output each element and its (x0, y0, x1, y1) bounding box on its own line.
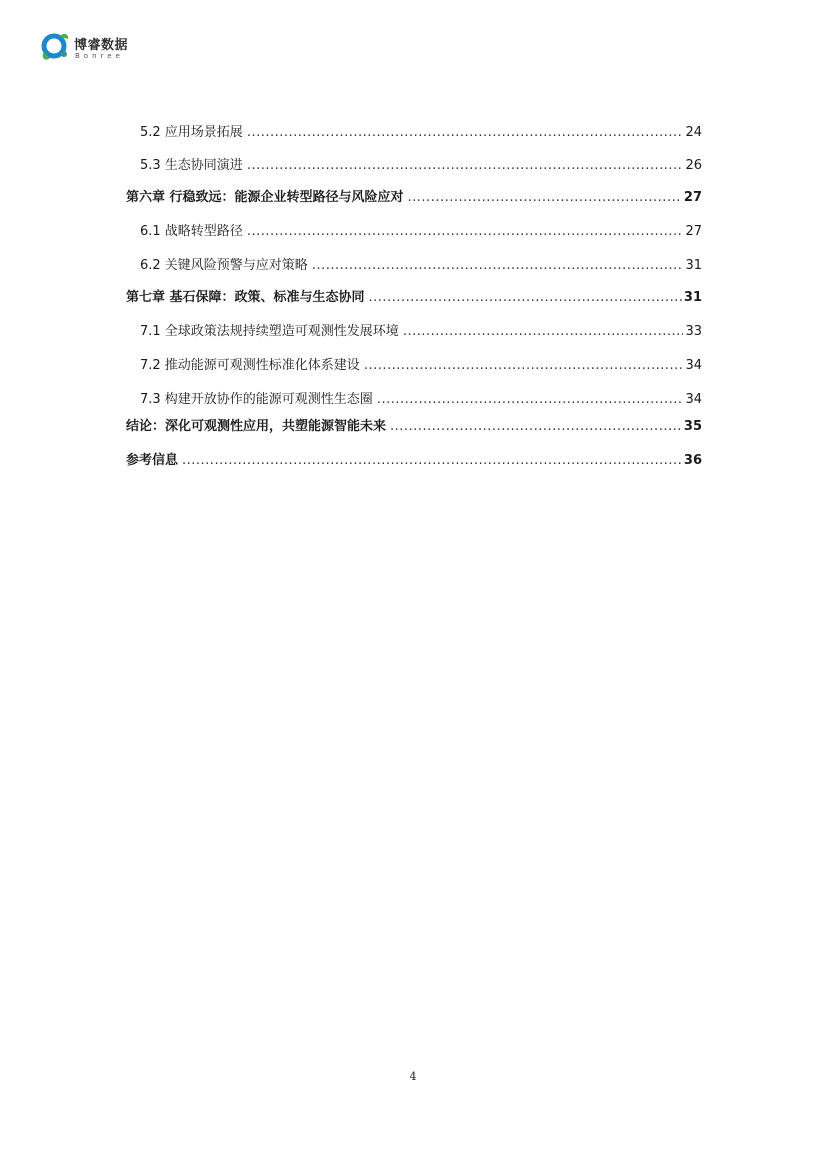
page-number: 4 (409, 1070, 417, 1083)
logo-title: 博睿数据 (74, 38, 129, 53)
toc-leader-dots (403, 322, 684, 342)
toc-entry-references[interactable] (126, 451, 702, 471)
toc-entry-title: 5.2 应用场景拓展 (140, 125, 243, 140)
toc-entry-chapter-6[interactable] (126, 188, 702, 208)
bonree-logo-icon (38, 30, 74, 64)
toc-entry-title: 5.3 生态协同演进 (140, 158, 243, 173)
toc-leader-dots (247, 123, 684, 143)
bonree-logo (38, 30, 148, 64)
toc-entry-page: 33 (685, 324, 702, 339)
toc-leader-dots (364, 356, 684, 376)
toc-entry-page: 24 (685, 125, 702, 140)
toc-entry-7-2[interactable] (140, 356, 702, 376)
toc-entry-7-3[interactable] (140, 390, 702, 410)
toc-entry-title: 第七章 基石保障：政策、标准与生态协同 (126, 290, 365, 305)
toc-entry-page: 34 (685, 392, 702, 407)
toc-leader-dots (408, 188, 682, 208)
toc-entry-title: 参考信息 (126, 453, 179, 468)
toc-entry-title: 7.1 全球政策法规持续塑造可观测性发展环境 (140, 324, 399, 339)
toc-entry-page: 35 (683, 419, 702, 434)
toc-leader-dots (377, 390, 684, 410)
toc-leader-dots (247, 222, 684, 242)
toc-entry-6-1[interactable] (140, 222, 702, 242)
toc-entry-page: 27 (683, 190, 702, 205)
toc-entry-page: 27 (685, 224, 702, 239)
toc-entry-7-1[interactable] (140, 322, 702, 342)
toc-entry-page: 26 (685, 158, 702, 173)
toc-leader-dots (182, 451, 682, 471)
toc-leader-dots (312, 256, 684, 276)
toc-entry-5-2[interactable] (140, 123, 702, 143)
toc-leader-dots (390, 417, 682, 437)
toc-entry-title: 7.3 构建开放协作的能源可观测性生态圈 (140, 392, 373, 407)
toc-entry-title: 6.2 关键风险预警与应对策略 (140, 258, 308, 273)
toc-entry-chapter-7[interactable] (126, 288, 702, 308)
logo-subtitle: Bonree (75, 52, 124, 60)
toc-entry-page: 31 (685, 258, 702, 273)
toc-entry-title: 第六章 行稳致远：能源企业转型路径与风险应对 (126, 190, 404, 205)
toc-entry-page: 34 (685, 358, 702, 373)
toc-entry-5-3[interactable] (140, 156, 702, 176)
toc-entry-title: 6.1 战略转型路径 (140, 224, 243, 239)
toc-entry-page: 36 (683, 453, 702, 468)
toc-entry-conclusion[interactable] (126, 417, 702, 437)
toc-entry-6-2[interactable] (140, 256, 702, 276)
toc-entry-page: 31 (683, 290, 702, 305)
toc-entry-title: 结论：深化可观测性应用，共塑能源智能未来 (126, 419, 387, 434)
toc-leader-dots (369, 288, 682, 308)
toc-entry-title: 7.2 推动能源可观测性标准化体系建设 (140, 358, 360, 373)
toc-leader-dots (247, 156, 684, 176)
